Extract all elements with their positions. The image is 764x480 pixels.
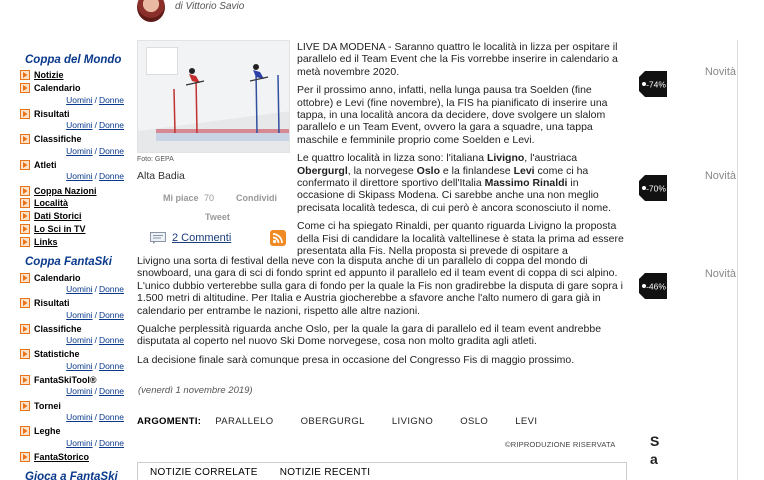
sidebar-item[interactable] <box>20 348 130 361</box>
price-tag-icon <box>639 71 667 97</box>
sidebar-item[interactable] <box>20 235 130 248</box>
column-divider <box>737 40 738 480</box>
sidebar-item-label[interactable]: Calendario <box>34 272 81 283</box>
arrow-bullet-icon <box>20 237 30 247</box>
author-name: di Vittorio Savio <box>175 1 245 12</box>
sidebar-sub-separator: / <box>94 283 97 294</box>
comment-icon <box>150 232 166 244</box>
sidebar-sub-men[interactable]: Uomini <box>66 335 93 346</box>
arrow-bullet-icon <box>20 70 30 80</box>
sidebar-sub-women[interactable]: Donne <box>98 437 124 448</box>
sidebar-sub-separator: / <box>94 411 97 422</box>
sidebar-item[interactable] <box>20 197 130 210</box>
sidebar-item-label[interactable]: Leghe <box>34 426 61 437</box>
related-tabs <box>137 462 627 480</box>
arrow-bullet-icon <box>20 426 30 436</box>
arrow-bullet-icon <box>20 401 30 411</box>
sidebar-subnav <box>20 120 130 133</box>
arrow-bullet-icon <box>20 224 30 234</box>
sidebar-subnav <box>20 310 130 323</box>
sidebar-item-label[interactable]: Località <box>34 198 69 209</box>
sidebar-item-label[interactable]: Lo Sci in TV <box>34 223 86 234</box>
sidebar-section-title: Coppa FantaSki <box>25 256 112 269</box>
sidebar-subnav <box>20 361 130 374</box>
new-badge: Novità <box>704 170 736 182</box>
place-levi: Levi <box>513 164 535 177</box>
sidebar-sub-separator: / <box>94 335 97 346</box>
sidebar-sub-women[interactable]: Donne <box>98 145 124 156</box>
sidebar-item-label[interactable]: Risultati <box>34 108 70 119</box>
sidebar-item[interactable] <box>20 223 130 236</box>
sidebar-sub-separator: / <box>94 386 97 397</box>
sidebar-sub-women[interactable]: Donne <box>98 120 124 131</box>
arrow-bullet-icon <box>20 83 30 93</box>
sidebar-subnav <box>20 412 130 425</box>
sidebar-sub-women[interactable]: Donne <box>98 411 124 422</box>
svg-text:-70%: -70% <box>646 183 666 194</box>
sidebar-sub-men[interactable]: Uomini <box>66 283 93 294</box>
sidebar-item-label[interactable]: Dati Storici <box>34 211 82 222</box>
sidebar-item-label[interactable]: FantaStorico <box>34 451 90 462</box>
product-ad[interactable] <box>636 264 736 354</box>
arrow-bullet-icon <box>20 349 30 359</box>
sidebar-subnav <box>20 386 130 399</box>
arrow-bullet-icon <box>20 186 30 196</box>
sidebar-item-label[interactable]: Calendario <box>34 83 81 94</box>
sidebar-sub-men[interactable]: Uomini <box>66 309 93 320</box>
photo-caption: Alta Badia <box>137 170 185 182</box>
article-paragraph: Qualche perplessità riguarda anche Oslo, per la quale la gara di parallelo ed il team event andrebbe disputata al coperto nel nuovo Ski Dome norvegese, cosa non molto gradita agli atleti. <box>137 323 602 348</box>
article-paragraph: Livigno una sorta di festival della neve con la disputa anche di un parallelo di coppa del mondo di snowboard, una gara di sci di fondo sprint ed appunto il parallelo ed il team event di coppa di sci alpino. L'unico dubbio verterebbe sulla gara di fondo per la quale la Fis non gradirebbe la disputa di gare sopra i 1.500 metri di altitudine. Per Italia e Austria giocherebbe a sfavore anche l'alto numero di gara già in calendario per entrambe le nazioni, rispetto alle altre nazioni. <box>137 255 623 317</box>
article-paragraph: Come ci ha spiegato Rinaldi, per quanto riguarda Livigno la proposta della Fisi di candidare la località valtellinese è stata la prima ad essere presentata alla Fis. Nella proposta si prevede di ospitare a <box>297 220 624 258</box>
sidebar-item[interactable] <box>20 425 130 438</box>
arrow-bullet-icon <box>20 452 30 462</box>
place-livigno: Livigno <box>486 152 525 165</box>
arrow-bullet-icon <box>20 273 30 283</box>
sidebar-sub-separator: / <box>94 94 97 105</box>
sidebar-sub-men[interactable]: Uomini <box>66 120 93 131</box>
tab-related-news[interactable]: NOTIZIE CORRELATE <box>150 466 258 478</box>
sidebar-section-title: Gioca a FantaSki <box>25 471 118 480</box>
sidebar-item[interactable] <box>20 374 130 387</box>
sidebar-subnav <box>20 284 130 297</box>
article-paragraph-locations: Le quattro località in lizza sono: l'italiana Livigno, l'austriaca Obergurgl, la norvegese Oslo e la finlandese Levi come ci ha confermato il direttore sportivo dell'Italia Massimo Rinaldi in occasione di Skipass Modena. Ci sarebbe anche una non meglio precisata località tedesca, di cui però è ancora sconosciuto il nome. <box>297 152 612 214</box>
sidebar-sub-men[interactable]: Uomini <box>66 171 93 182</box>
new-badge: Novità <box>704 66 736 78</box>
sidebar-item-label[interactable]: Links <box>34 236 58 247</box>
sidebar-item-label[interactable]: Classifiche <box>34 134 82 145</box>
sidebar-item[interactable] <box>20 133 130 146</box>
sidebar-subnav <box>20 95 130 108</box>
sidebar-sub-men[interactable]: Uomini <box>66 437 93 448</box>
tag-item[interactable]: OBERGURGL <box>300 416 365 427</box>
arrow-bullet-icon <box>20 160 30 170</box>
sidebar-sub-men[interactable]: Uomini <box>66 411 93 422</box>
product-ad[interactable] <box>636 166 736 256</box>
sidebar-nav <box>20 50 130 480</box>
sidebar-sub-separator: / <box>94 171 97 182</box>
article-body-wide <box>137 255 627 372</box>
arrow-bullet-icon <box>20 109 30 119</box>
svg-text:-46%: -46% <box>646 281 666 292</box>
sidebar-subnav <box>20 146 130 159</box>
tag-item[interactable]: LEVI <box>515 416 538 427</box>
sidebar-sub-women[interactable]: Donne <box>98 283 124 294</box>
photo-credit: Foto: GEPA <box>137 156 174 163</box>
comments-label[interactable]: 2 Commenti <box>172 232 232 244</box>
arrow-bullet-icon <box>20 375 30 385</box>
place-obergurgl: Obergurgl <box>297 164 348 177</box>
new-badge: Novità <box>704 268 736 280</box>
sidebar-item-label[interactable]: FantaSkiTool® <box>34 374 97 385</box>
sidebar-sub-men[interactable]: Uomini <box>66 386 93 397</box>
svg-text:-74%: -74% <box>646 79 666 90</box>
article-body <box>297 41 627 258</box>
sidebar-sub-men[interactable]: Uomini <box>66 94 93 105</box>
sidebar-item[interactable] <box>20 271 130 284</box>
sidebar-sub-women[interactable]: Donne <box>98 386 124 397</box>
person-rinaldi: Massimo Rinaldi <box>484 177 568 190</box>
arrow-bullet-icon <box>20 211 30 221</box>
sidebar-item[interactable] <box>20 159 130 172</box>
arrow-bullet-icon <box>20 298 30 308</box>
tag-list <box>137 416 627 427</box>
place-oslo: Oslo <box>416 164 440 177</box>
image-placeholder <box>146 47 178 75</box>
sidebar-item[interactable] <box>20 297 130 310</box>
sidebar-item-label[interactable]: Classifiche <box>34 323 82 334</box>
tab-recent-news[interactable]: NOTIZIE RECENTI <box>279 466 371 478</box>
tag-item[interactable]: OSLO <box>460 416 489 427</box>
sidebar-item[interactable] <box>20 69 130 82</box>
sidebar-sub-separator: / <box>94 360 97 371</box>
comments-link[interactable] <box>150 232 231 244</box>
share-button[interactable]: Condividi <box>236 193 277 203</box>
sidebar-sub-women[interactable]: Donne <box>98 171 124 182</box>
tags-header: ARGOMENTI: <box>137 416 202 427</box>
sidebar-item[interactable] <box>20 450 130 463</box>
article-paragraph: Per il prossimo anno, infatti, nella lunga pausa tra Soelden (fine ottobre) e Levi (fine novembre), la FIS ha pianificato di inserire una tappa, in una località ancora da decidere, dove svolgere un slalom parallelo e un Team Event, ovvero la gara a squadre, una tappa maschile e femminile proprio come Soelden e Levi. <box>297 84 608 146</box>
sidebar-sub-men[interactable]: Uomini <box>66 360 93 371</box>
sidebar-sub-separator: / <box>94 437 97 448</box>
sidebar-sub-separator: / <box>94 120 97 131</box>
article-paragraph: La decisione finale sarà comunque presa in occasione del Congresso Fis di maggio prossimo. <box>137 353 575 366</box>
author-avatar <box>137 0 165 22</box>
sidebar-sub-separator: / <box>94 309 97 320</box>
sidebar-item[interactable] <box>20 322 130 335</box>
sidebar-sub-men[interactable]: Uomini <box>66 145 93 156</box>
like-count: 70 <box>204 193 215 203</box>
price-tag-icon <box>639 175 667 201</box>
sidebar-item-label[interactable]: Notizie <box>34 70 64 81</box>
sidebar-section-title: Coppa del Mondo <box>25 54 122 66</box>
product-ad[interactable] <box>636 62 736 152</box>
sidebar-item[interactable] <box>20 210 130 223</box>
sidebar-subnav <box>20 171 130 184</box>
tag-item[interactable]: PARALLELO <box>215 416 274 427</box>
arrow-bullet-icon <box>20 324 30 334</box>
sidebar-sub-separator: / <box>94 145 97 156</box>
sidebar-item-label[interactable]: Statistiche <box>34 349 80 360</box>
sidebar-item-label[interactable]: Coppa Nazioni <box>34 185 97 196</box>
sidebar-subnav <box>20 438 130 451</box>
sidebar-item[interactable] <box>20 107 130 120</box>
sidebar-sub-women[interactable]: Donne <box>98 360 124 371</box>
sidebar-item[interactable] <box>20 184 130 197</box>
rss-icon[interactable] <box>270 230 286 246</box>
sidebar-item-label[interactable]: Risultati <box>34 298 70 309</box>
article-date: (venerdì 1 novembre 2019) <box>138 385 253 396</box>
tag-item[interactable]: LIVIGNO <box>391 416 434 427</box>
copyright-notice: ©RIPRODUZIONE RISERVATA <box>505 440 616 449</box>
tweet-button[interactable]: Tweet <box>205 212 230 222</box>
sidebar-subnav <box>20 335 130 348</box>
sidebar-item[interactable] <box>20 399 130 412</box>
sidebar-item-label[interactable]: Tornei <box>34 400 61 411</box>
article-lead: LIVE DA MODENA - Saranno quattro le località in lizza per ospitare il parallelo ed il Team Event che la Fis vorrebbe inserire in calendario a metà novembre 2020. <box>297 41 618 78</box>
arrow-bullet-icon <box>20 198 30 208</box>
sidebar-sub-women[interactable]: Donne <box>98 309 124 320</box>
sidebar-sub-women[interactable]: Donne <box>98 94 124 105</box>
right-edge-text: S a <box>650 433 660 467</box>
like-button[interactable]: Mi piace 70 <box>163 193 215 203</box>
sidebar-item[interactable] <box>20 82 130 95</box>
sidebar-item-label[interactable]: Atleti <box>34 159 57 170</box>
arrow-bullet-icon <box>20 134 30 144</box>
article-photo[interactable] <box>137 40 290 153</box>
price-tag-icon <box>639 273 667 299</box>
sidebar-sub-women[interactable]: Donne <box>98 335 124 346</box>
